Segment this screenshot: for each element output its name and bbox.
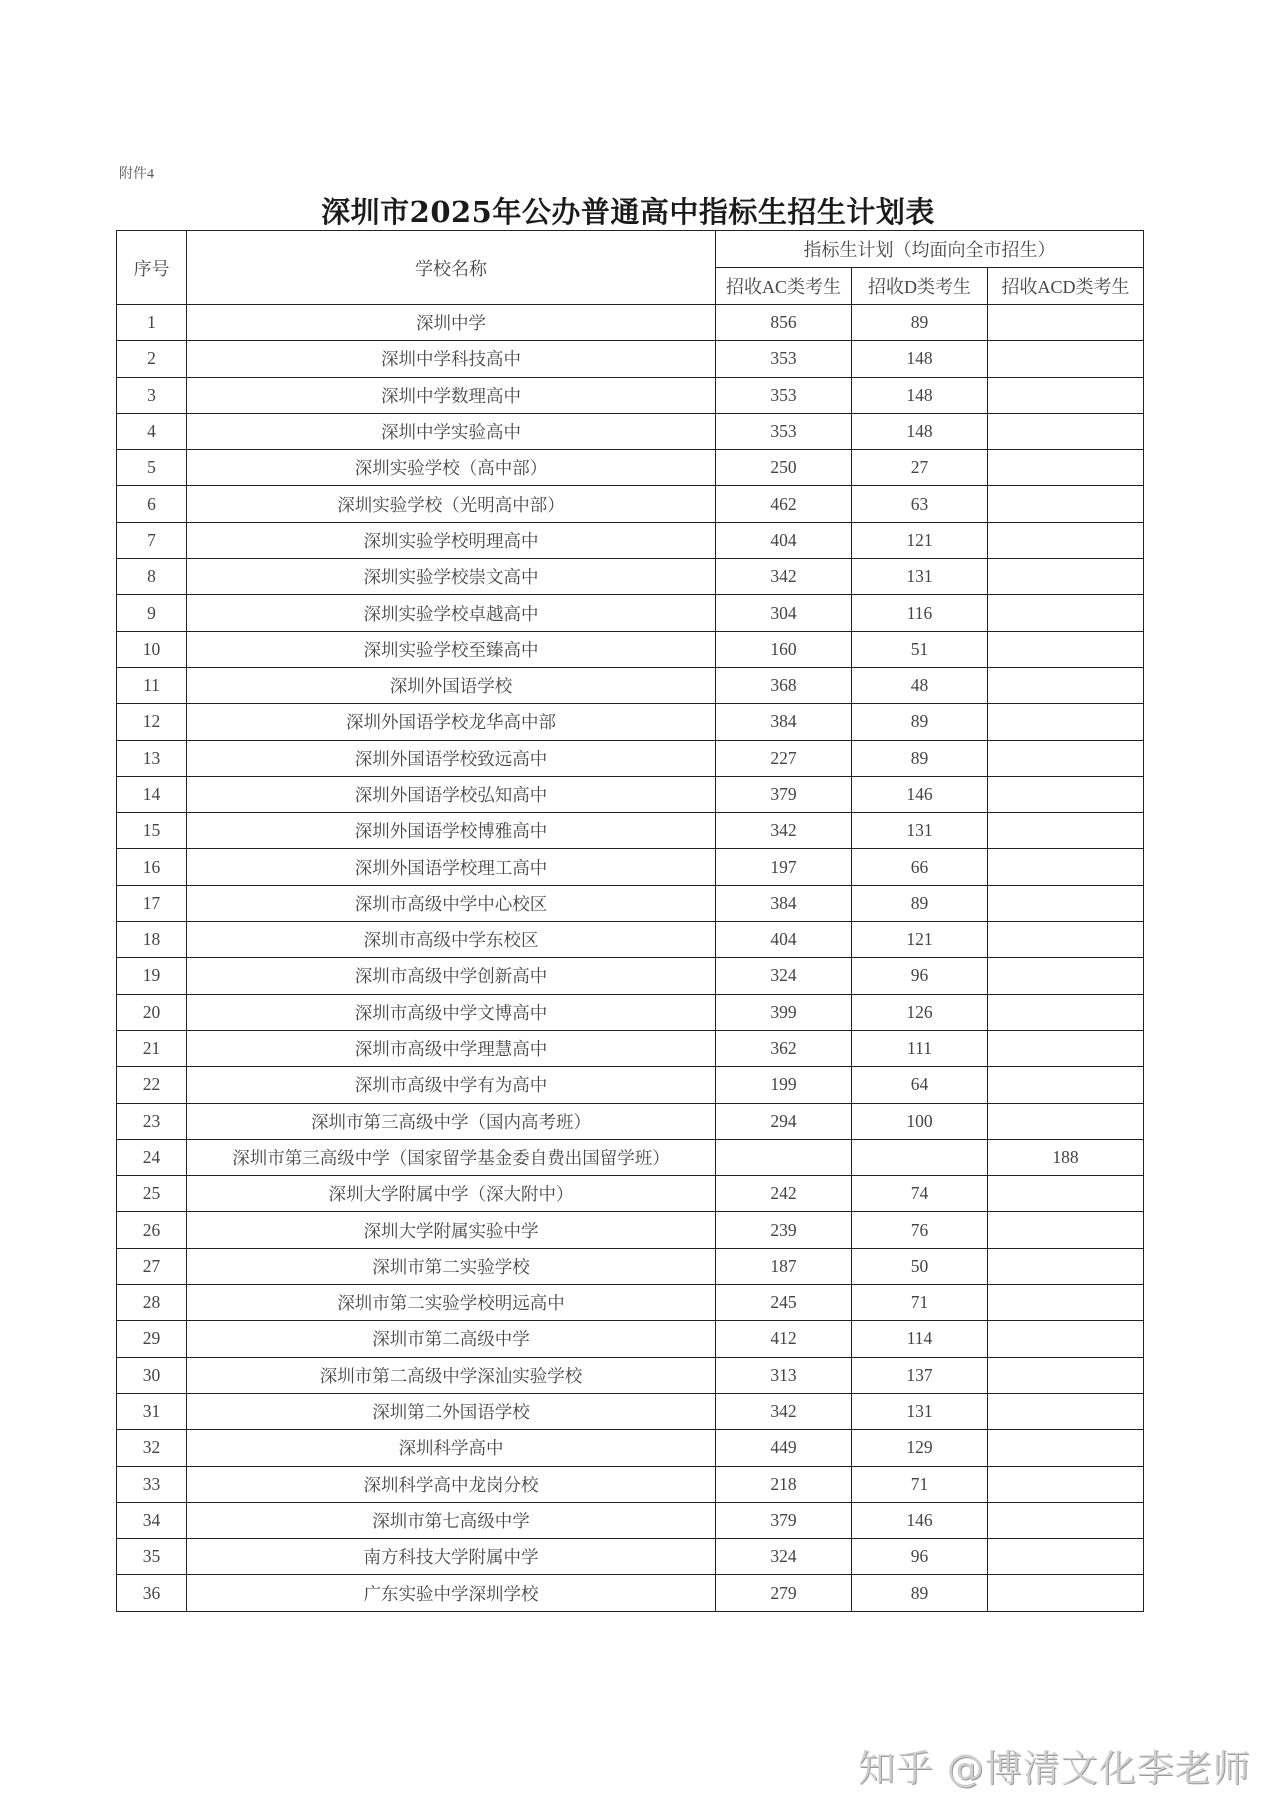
cell-d-quota: 27 [852, 450, 988, 486]
cell-ac-quota: 313 [716, 1357, 852, 1393]
cell-school-name: 深圳市第二实验学校明远高中 [187, 1285, 716, 1321]
cell-serial-number: 35 [117, 1539, 187, 1575]
table-row [117, 1067, 1144, 1103]
header-quota-plan-group: 指标生计划（均面向全市招生） [716, 231, 1144, 268]
cell-d-quota: 71 [852, 1285, 988, 1321]
table-row [117, 885, 1144, 921]
cell-acd-quota [988, 413, 1144, 449]
cell-ac-quota: 379 [716, 776, 852, 812]
cell-serial-number: 4 [117, 413, 187, 449]
table-row [117, 377, 1144, 413]
cell-acd-quota [988, 813, 1144, 849]
cell-school-name: 深圳科学高中 [187, 1430, 716, 1466]
table-row [117, 559, 1144, 595]
table-row [117, 1030, 1144, 1066]
cell-ac-quota: 197 [716, 849, 852, 885]
cell-school-name: 深圳中学实验高中 [187, 413, 716, 449]
cell-school-name: 深圳市高级中学文博高中 [187, 994, 716, 1030]
header-ac-students: 招收AC类考生 [716, 268, 852, 305]
header-d-students: 招收D类考生 [852, 268, 988, 305]
cell-acd-quota [988, 450, 1144, 486]
cell-ac-quota: 342 [716, 559, 852, 595]
table-row [117, 704, 1144, 740]
table-row [117, 1430, 1144, 1466]
cell-school-name: 深圳市第二实验学校 [187, 1248, 716, 1284]
cell-acd-quota [988, 1030, 1144, 1066]
cell-serial-number: 23 [117, 1103, 187, 1139]
cell-serial-number: 18 [117, 922, 187, 958]
table-row [117, 595, 1144, 631]
cell-school-name: 深圳中学数理高中 [187, 377, 716, 413]
cell-ac-quota: 399 [716, 994, 852, 1030]
cell-d-quota: 114 [852, 1321, 988, 1357]
cell-school-name: 深圳外国语学校弘知高中 [187, 776, 716, 812]
cell-ac-quota: 227 [716, 740, 852, 776]
cell-d-quota: 89 [852, 740, 988, 776]
cell-serial-number: 22 [117, 1067, 187, 1103]
cell-d-quota: 89 [852, 305, 988, 341]
table-row [117, 1139, 1144, 1175]
cell-serial-number: 27 [117, 1248, 187, 1284]
cell-serial-number: 3 [117, 377, 187, 413]
cell-acd-quota [988, 1103, 1144, 1139]
cell-d-quota: 50 [852, 1248, 988, 1284]
cell-ac-quota: 187 [716, 1248, 852, 1284]
cell-ac-quota: 218 [716, 1466, 852, 1502]
cell-school-name: 深圳实验学校卓越高中 [187, 595, 716, 631]
cell-ac-quota: 384 [716, 885, 852, 921]
attachment-label: 附件4 [119, 167, 154, 182]
cell-ac-quota: 353 [716, 413, 852, 449]
header-school-name: 学校名称 [187, 231, 716, 305]
cell-school-name: 深圳市高级中学东校区 [187, 922, 716, 958]
cell-acd-quota [988, 849, 1144, 885]
cell-school-name: 深圳大学附属中学（深大附中） [187, 1176, 716, 1212]
cell-d-quota: 129 [852, 1430, 988, 1466]
cell-ac-quota: 449 [716, 1430, 852, 1466]
table-row [117, 667, 1144, 703]
cell-school-name: 深圳市第二高级中学深汕实验学校 [187, 1357, 716, 1393]
cell-acd-quota [988, 341, 1144, 377]
cell-serial-number: 11 [117, 667, 187, 703]
cell-school-name: 深圳市高级中学理慧高中 [187, 1030, 716, 1066]
cell-school-name: 南方科技大学附属中学 [187, 1539, 716, 1575]
table-row [117, 1502, 1144, 1538]
table-row [117, 413, 1144, 449]
cell-acd-quota [988, 1321, 1144, 1357]
cell-acd-quota [988, 631, 1144, 667]
cell-d-quota: 146 [852, 776, 988, 812]
cell-ac-quota: 379 [716, 1502, 852, 1538]
cell-serial-number: 29 [117, 1321, 187, 1357]
cell-acd-quota [988, 1393, 1144, 1429]
table-row [117, 776, 1144, 812]
table-row [117, 1539, 1144, 1575]
watermark: 知乎 @博清文化李老师 [858, 1747, 1251, 1790]
header-acd-students: 招收ACD类考生 [988, 268, 1144, 305]
cell-ac-quota: 199 [716, 1067, 852, 1103]
cell-ac-quota: 239 [716, 1212, 852, 1248]
cell-d-quota: 100 [852, 1103, 988, 1139]
cell-acd-quota [988, 994, 1144, 1030]
cell-acd-quota [988, 1248, 1144, 1284]
table-row [117, 849, 1144, 885]
table-row [117, 1357, 1144, 1393]
cell-ac-quota: 342 [716, 1393, 852, 1429]
cell-acd-quota [988, 1575, 1144, 1611]
cell-serial-number: 9 [117, 595, 187, 631]
table-row [117, 1285, 1144, 1321]
cell-school-name: 深圳实验学校明理高中 [187, 522, 716, 558]
cell-acd-quota [988, 305, 1144, 341]
table-row [117, 1393, 1144, 1429]
cell-serial-number: 24 [117, 1139, 187, 1175]
cell-d-quota: 121 [852, 922, 988, 958]
table-row [117, 522, 1144, 558]
cell-d-quota: 121 [852, 522, 988, 558]
cell-school-name: 深圳外国语学校致远高中 [187, 740, 716, 776]
cell-ac-quota: 160 [716, 631, 852, 667]
cell-d-quota: 74 [852, 1176, 988, 1212]
cell-serial-number: 32 [117, 1430, 187, 1466]
cell-serial-number: 13 [117, 740, 187, 776]
table-row [117, 813, 1144, 849]
cell-school-name: 深圳中学科技高中 [187, 341, 716, 377]
table-row [117, 1103, 1144, 1139]
cell-acd-quota [988, 1067, 1144, 1103]
cell-ac-quota: 250 [716, 450, 852, 486]
cell-school-name: 深圳实验学校（光明高中部） [187, 486, 716, 522]
enrollment-plan-table [116, 230, 1144, 1612]
cell-d-quota: 89 [852, 885, 988, 921]
cell-serial-number: 19 [117, 958, 187, 994]
cell-acd-quota [988, 522, 1144, 558]
cell-school-name: 广东实验中学深圳学校 [187, 1575, 716, 1611]
cell-d-quota: 66 [852, 849, 988, 885]
cell-serial-number: 26 [117, 1212, 187, 1248]
cell-acd-quota [988, 1212, 1144, 1248]
cell-ac-quota: 368 [716, 667, 852, 703]
cell-d-quota: 96 [852, 958, 988, 994]
cell-d-quota: 148 [852, 377, 988, 413]
cell-d-quota: 51 [852, 631, 988, 667]
cell-school-name: 深圳市第三高级中学（国内高考班） [187, 1103, 716, 1139]
cell-acd-quota [988, 486, 1144, 522]
cell-serial-number: 14 [117, 776, 187, 812]
cell-school-name: 深圳外国语学校 [187, 667, 716, 703]
cell-serial-number: 20 [117, 994, 187, 1030]
table-row [117, 305, 1144, 341]
table-row [117, 1212, 1144, 1248]
cell-acd-quota [988, 740, 1144, 776]
cell-acd-quota [988, 776, 1144, 812]
cell-d-quota [852, 1139, 988, 1175]
cell-d-quota: 89 [852, 704, 988, 740]
cell-ac-quota: 245 [716, 1285, 852, 1321]
cell-acd-quota [988, 595, 1144, 631]
cell-ac-quota: 324 [716, 1539, 852, 1575]
cell-school-name: 深圳大学附属实验中学 [187, 1212, 716, 1248]
cell-ac-quota: 404 [716, 922, 852, 958]
cell-acd-quota [988, 377, 1144, 413]
cell-d-quota: 89 [852, 1575, 988, 1611]
cell-acd-quota [988, 1285, 1144, 1321]
cell-ac-quota: 353 [716, 377, 852, 413]
cell-school-name: 深圳第二外国语学校 [187, 1393, 716, 1429]
cell-acd-quota [988, 1466, 1144, 1502]
cell-school-name: 深圳市高级中学有为高中 [187, 1067, 716, 1103]
cell-acd-quota [988, 1430, 1144, 1466]
cell-serial-number: 25 [117, 1176, 187, 1212]
cell-serial-number: 36 [117, 1575, 187, 1611]
cell-school-name: 深圳外国语学校博雅高中 [187, 813, 716, 849]
cell-serial-number: 6 [117, 486, 187, 522]
cell-d-quota: 131 [852, 559, 988, 595]
cell-school-name: 深圳科学高中龙岗分校 [187, 1466, 716, 1502]
cell-school-name: 深圳实验学校（高中部） [187, 450, 716, 486]
cell-acd-quota [988, 1502, 1144, 1538]
table-row [117, 994, 1144, 1030]
cell-acd-quota [988, 885, 1144, 921]
cell-school-name: 深圳实验学校崇文高中 [187, 559, 716, 595]
cell-serial-number: 30 [117, 1357, 187, 1393]
cell-serial-number: 1 [117, 305, 187, 341]
cell-d-quota: 131 [852, 813, 988, 849]
cell-d-quota: 63 [852, 486, 988, 522]
cell-ac-quota: 279 [716, 1575, 852, 1611]
cell-d-quota: 146 [852, 1502, 988, 1538]
cell-serial-number: 12 [117, 704, 187, 740]
cell-acd-quota [988, 559, 1144, 595]
table-row [117, 1321, 1144, 1357]
cell-d-quota: 111 [852, 1030, 988, 1066]
cell-d-quota: 71 [852, 1466, 988, 1502]
cell-acd-quota [988, 667, 1144, 703]
cell-acd-quota [988, 1176, 1144, 1212]
table-row [117, 1248, 1144, 1284]
cell-serial-number: 5 [117, 450, 187, 486]
cell-ac-quota: 242 [716, 1176, 852, 1212]
cell-serial-number: 2 [117, 341, 187, 377]
cell-school-name: 深圳外国语学校龙华高中部 [187, 704, 716, 740]
table-row [117, 1575, 1144, 1611]
cell-serial-number: 7 [117, 522, 187, 558]
cell-acd-quota: 188 [988, 1139, 1144, 1175]
table-row [117, 450, 1144, 486]
cell-school-name: 深圳实验学校至臻高中 [187, 631, 716, 667]
cell-serial-number: 15 [117, 813, 187, 849]
cell-d-quota: 48 [852, 667, 988, 703]
cell-ac-quota: 294 [716, 1103, 852, 1139]
cell-d-quota: 131 [852, 1393, 988, 1429]
cell-school-name: 深圳市高级中学中心校区 [187, 885, 716, 921]
cell-ac-quota: 856 [716, 305, 852, 341]
cell-ac-quota: 324 [716, 958, 852, 994]
table-row [117, 486, 1144, 522]
cell-ac-quota [716, 1139, 852, 1175]
cell-acd-quota [988, 958, 1144, 994]
cell-ac-quota: 412 [716, 1321, 852, 1357]
cell-serial-number: 16 [117, 849, 187, 885]
cell-serial-number: 10 [117, 631, 187, 667]
document-title: 深圳市2025年公办普通高中指标生招生计划表 [321, 195, 935, 229]
cell-acd-quota [988, 1539, 1144, 1575]
cell-serial-number: 28 [117, 1285, 187, 1321]
cell-d-quota: 76 [852, 1212, 988, 1248]
table-row [117, 1176, 1144, 1212]
cell-school-name: 深圳市高级中学创新高中 [187, 958, 716, 994]
cell-d-quota: 148 [852, 413, 988, 449]
cell-school-name: 深圳市第七高级中学 [187, 1502, 716, 1538]
cell-ac-quota: 353 [716, 341, 852, 377]
table-row [117, 958, 1144, 994]
cell-ac-quota: 462 [716, 486, 852, 522]
cell-d-quota: 96 [852, 1539, 988, 1575]
header-serial-number: 序号 [117, 231, 187, 305]
cell-ac-quota: 342 [716, 813, 852, 849]
cell-serial-number: 34 [117, 1502, 187, 1538]
cell-ac-quota: 304 [716, 595, 852, 631]
cell-serial-number: 17 [117, 885, 187, 921]
cell-acd-quota [988, 1357, 1144, 1393]
cell-d-quota: 126 [852, 994, 988, 1030]
cell-ac-quota: 384 [716, 704, 852, 740]
cell-school-name: 深圳市第二高级中学 [187, 1321, 716, 1357]
cell-serial-number: 8 [117, 559, 187, 595]
table-row [117, 740, 1144, 776]
cell-d-quota: 116 [852, 595, 988, 631]
cell-d-quota: 137 [852, 1357, 988, 1393]
table-row [117, 341, 1144, 377]
cell-school-name: 深圳中学 [187, 305, 716, 341]
cell-ac-quota: 362 [716, 1030, 852, 1066]
table-row [117, 922, 1144, 958]
cell-school-name: 深圳外国语学校理工高中 [187, 849, 716, 885]
cell-d-quota: 148 [852, 341, 988, 377]
cell-serial-number: 21 [117, 1030, 187, 1066]
cell-school-name: 深圳市第三高级中学（国家留学基金委自费出国留学班） [187, 1139, 716, 1175]
cell-serial-number: 31 [117, 1393, 187, 1429]
cell-acd-quota [988, 922, 1144, 958]
cell-ac-quota: 404 [716, 522, 852, 558]
table-row [117, 631, 1144, 667]
cell-acd-quota [988, 704, 1144, 740]
cell-serial-number: 33 [117, 1466, 187, 1502]
cell-d-quota: 64 [852, 1067, 988, 1103]
table-row [117, 1466, 1144, 1502]
